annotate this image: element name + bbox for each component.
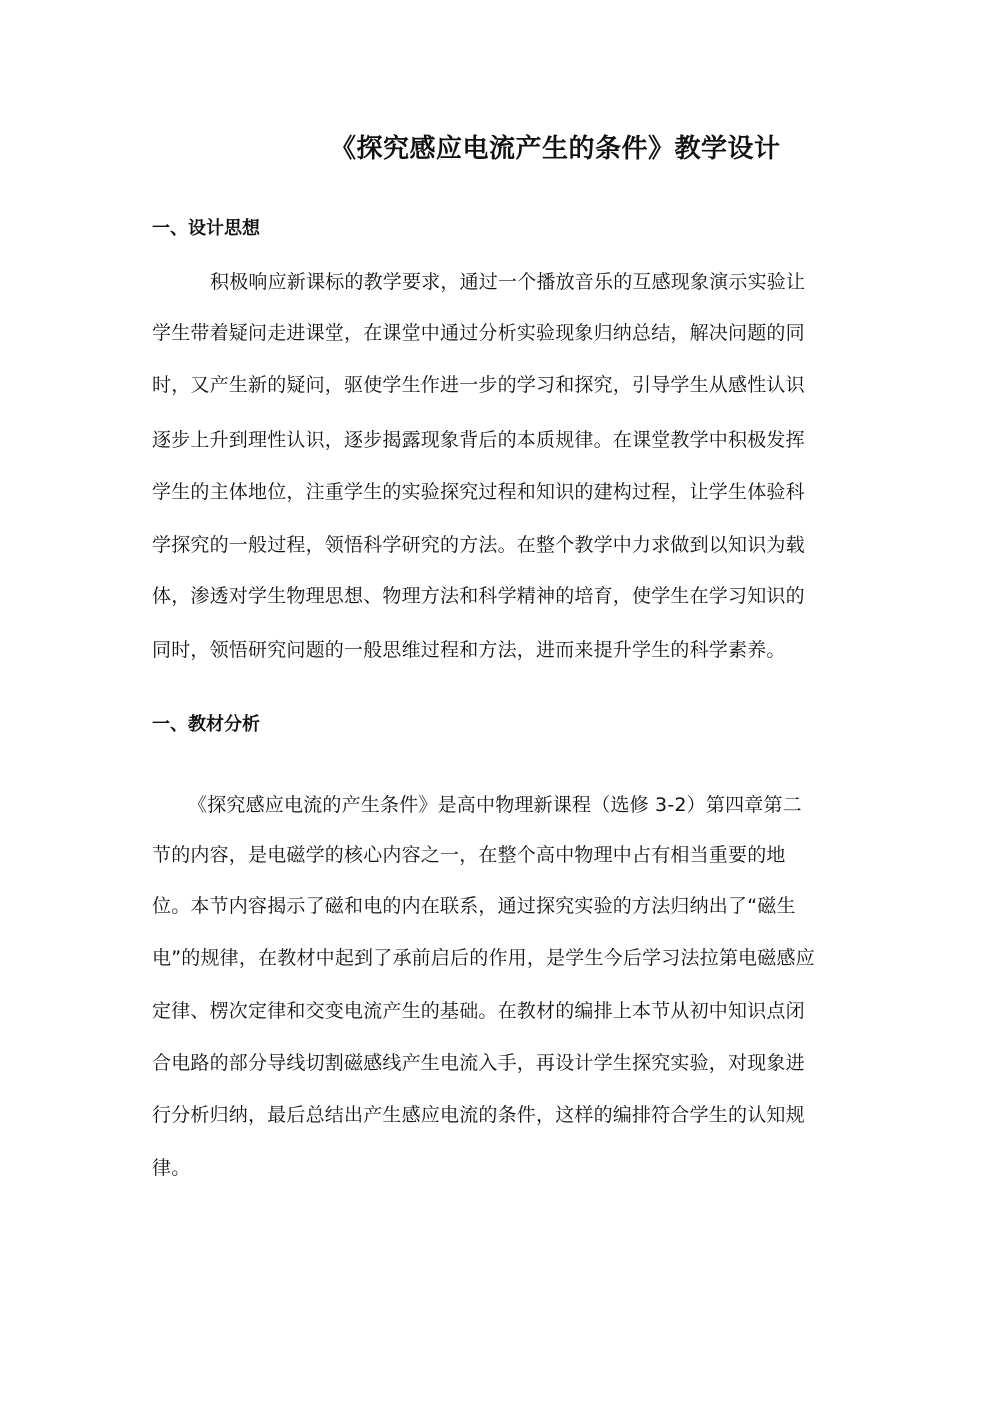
paragraph-line: 时，又产生新的疑问，驱使学生作进一步的学习和探究，引导学生从感性认识 — [152, 374, 805, 396]
paragraph-line: 《探究感应电流的产生条件》是高中物理新课程（选修 3-2）第四章第二 — [188, 794, 802, 816]
paragraph-line: 合电路的部分导线切割磁感线产生电流入手，再设计学生探究实验，对现象进 — [152, 1052, 805, 1074]
paragraph-line: 逐步上升到理性认识，逐步揭露现象背后的本质规律。在课堂教学中积极发挥 — [152, 429, 805, 451]
paragraph-line: 同时，领悟研究问题的一般思维过程和方法，进而来提升学生的科学素养。 — [152, 639, 786, 661]
paragraph-line: 节的内容，是电磁学的核心内容之一，在整个高中物理中占有相当重要的地 — [152, 844, 786, 866]
paragraph-line: 电”的规律，在教材中起到了承前启后的作用，是学生今后学习法拉第电磁感应 — [152, 947, 815, 969]
paragraph-line: 学探究的一般过程，领悟科学研究的方法。在整个教学中力求做到以知识为载 — [152, 534, 805, 556]
section-heading-textbook-analysis: 一、教材分析 — [152, 714, 260, 735]
paragraph-line: 行分析归纳，最后总结出产生感应电流的条件，这样的编排符合学生的认知规 — [152, 1104, 805, 1126]
paragraph-line: 定律、楞次定律和交变电流产生的基础。在教材的编排上本节从初中知识点闭 — [152, 1000, 805, 1022]
paragraph-line: 学生的主体地位，注重学生的实验探究过程和知识的建构过程，让学生体验科 — [152, 481, 805, 503]
paragraph-line: 律。 — [152, 1157, 191, 1179]
section-heading-design-idea: 一、设计思想 — [152, 218, 260, 239]
paragraph-line: 位。本节内容揭示了磁和电的内在联系，通过探究实验的方法归纳出了“磁生 — [152, 895, 796, 917]
paragraph-line: 体，渗透对学生物理思想、物理方法和科学精神的培育，使学生在学习知识的 — [152, 585, 805, 607]
paragraph-line: 学生带着疑问走进课堂，在课堂中通过分析实验现象归纳总结，解决问题的同 — [152, 322, 805, 344]
paragraph-line: 积极响应新课标的教学要求，通过一个播放音乐的互感现象演示实验让 — [210, 271, 806, 293]
document-title: 《探究感应电流产生的条件》教学设计 — [330, 134, 781, 164]
